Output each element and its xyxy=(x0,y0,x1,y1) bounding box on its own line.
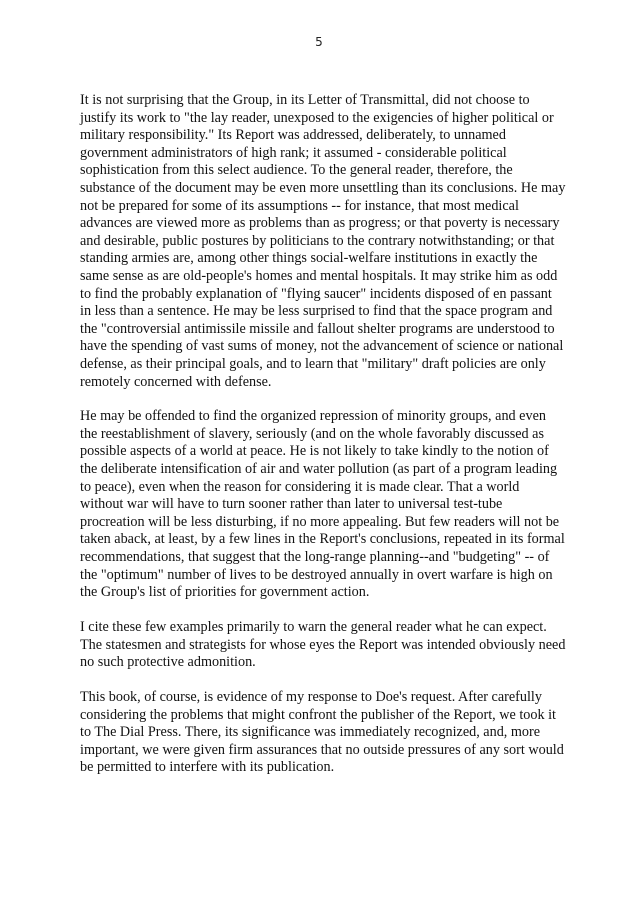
body-text xyxy=(80,92,566,794)
paragraph-3: I cite these few examples primarily to warn the general reader what he can expect. The statesmen and strategists for whose eyes the Report was intended obviously need no such protective admonition. xyxy=(80,619,566,671)
paragraph-2: He may be offended to find the organized repression of minority groups, and even the reestablishment of slavery, seriously (and on the whole favorably discussed as possible aspects of a world at peace. He is not likely to take kindly to the notion of the deliberate intensification of air and water pollution (as part of a program leading to peace), even when the reason for considering it is made clear. That a world without war will have to turn sooner rather than later to universal test-tube procreation will be less disturbing, if no more appealing. But few readers will not be taken aback, at least, by a few lines in the Report's conclusions, repeated in its formal recommendations, that suggest that the long-range planning--and "budgeting" -- of the "optimum" number of lives to be destroyed annually in overt warfare is high on the Group's list of priorities for government action. xyxy=(80,408,565,601)
paragraph-1: It is not surprising that the Group, in its Letter of Transmittal, did not choose to justify its work to "the lay reader, unexposed to the exigencies of higher political or military responsibility." Its Report was addressed, deliberately, to unnamed government administrators of high rank; it assumed - considerable political sophistication from this select audience. To the general reader, therefore, the substance of the document may be even more unsettling than its conclusions. He may not be prepared for some of its assumptions -- for instance, that most medical advances are viewed more as problems than as progress; or that poverty is necessary and desirable, public postures by politicians to the contrary notwithstanding; or that standing armies are, among other things social-welfare institutions in exactly the same sense as are old-people's homes and mental hospitals. It may strike him as odd to find the probably explanation of "flying saucer" incidents disposed of en passant in less than a sentence. He may be less surprised to find that the space program and the "controversial antimissile missile and fallout shelter programs are understood to have the spending of vast sums of money, not the advancement of science or national defense, as their principal goals, and to learn that "military" draft policies are only remotely concerned with defense. xyxy=(80,92,566,390)
paragraph-4: This book, of course, is evidence of my response to Doe's request. After carefully considering the problems that might confront the publisher of the Report, we took it to The Dial Press. There, its significance was immediately recognized, and, more important, we were given firm assurances that no outside pressures of any sort would be permitted to interfere with its publication. xyxy=(80,688,564,776)
page-number: 5 xyxy=(315,35,323,49)
